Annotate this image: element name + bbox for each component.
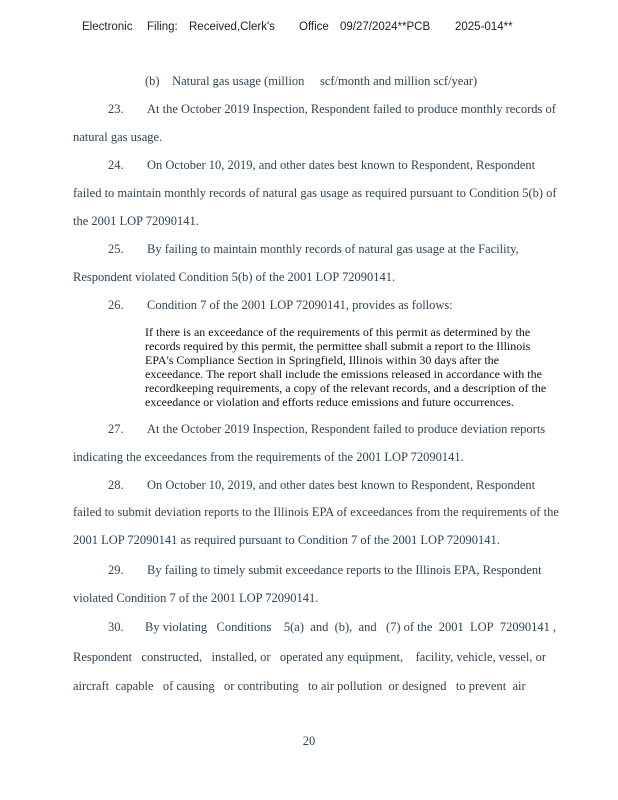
paragraph-line: At the October 2019 Inspection, Respondent failed to produce monthly records of (147, 102, 556, 116)
paragraph-number: 24. (108, 158, 124, 172)
paragraph-line: By violating Conditions 5(a) and (b), and (7) of the 2001 LOP 72090141 , (145, 620, 557, 634)
header-case: 2025-014** (455, 21, 513, 33)
paragraph-number: 25. (108, 242, 124, 256)
paragraph-line: On October 10, 2019, and other dates best known to Respondent, Respondent (147, 158, 536, 172)
paragraph-line: violated Condition 7 of the 2001 LOP 72090141. (73, 591, 319, 605)
paragraph-number: 27. (108, 422, 124, 436)
paragraph-number: 28. (108, 478, 124, 492)
page-number: 20 (302, 734, 316, 748)
paragraph-number: 23. (108, 102, 124, 116)
list-item-b: (b) Natural gas usage (million scf/month and million scf/year) (145, 74, 478, 88)
paragraph-line: 2001 LOP 72090141 as required pursuant to Condition 7 of the 2001 LOP 72090141. (73, 533, 500, 547)
paragraph-line: Respondent constructed, installed, or operated any equipment, facility, vehicle, vessel, or (73, 650, 547, 664)
paragraph-number: 26. (108, 298, 124, 312)
quote-line: If there is an exceedance of the requirements of this permit as determined by the (145, 325, 531, 339)
quote-line: exceedance. The report shall include the emissions released in accordance with the (145, 367, 542, 381)
paragraph-number: 30. (108, 620, 124, 634)
quote-line: exceedance or violation and efforts reduce emissions and future occurrences. (145, 395, 514, 409)
quote-line: records required by this permit, the permittee shall submit a report to the Illinois (145, 339, 531, 353)
paragraph-line: aircraft capable of causing or contributing to air pollution or designed to prevent air (73, 679, 526, 693)
quote-line: EPA's Compliance Section in Springfield, Illinois within 30 days after the (145, 353, 500, 367)
paragraph-line: indicating the exceedances from the requirements of the 2001 LOP 72090141. (73, 450, 464, 464)
paragraph-line: By failing to maintain monthly records of natural gas usage at the Facility, (147, 242, 519, 256)
header-electronic: Electronic (82, 21, 133, 33)
paragraph-number: 29. (108, 563, 124, 577)
paragraph-line: Condition 7 of the 2001 LOP 72090141, provides as follows: (147, 298, 453, 312)
header-received: Received,Clerk's (189, 21, 275, 33)
header-date: 09/27/2024**PCB (340, 21, 431, 33)
paragraph-line: failed to maintain monthly records of natural gas usage as required pursuant to Condition 5(b) of (73, 186, 557, 200)
paragraph-line: Respondent violated Condition 5(b) of the 2001 LOP 72090141. (73, 270, 396, 284)
quote-line: recordkeeping requirements, a copy of the relevant records, and a description of the (145, 381, 547, 395)
paragraph-line: By failing to timely submit exceedance reports to the Illinois EPA, Respondent (147, 563, 542, 577)
paragraph-line: On October 10, 2019, and other dates best known to Respondent, Respondent (147, 478, 536, 492)
header-office: Office (299, 21, 329, 33)
filing-header (0, 21, 618, 37)
paragraph-line: At the October 2019 Inspection, Respondent failed to produce deviation reports (147, 422, 546, 436)
header-filing: Filing: (147, 21, 178, 33)
paragraph-line: the 2001 LOP 72090141. (73, 214, 199, 228)
paragraph-line: failed to submit deviation reports to the Illinois EPA of exceedances from the requirements of the (73, 505, 559, 519)
paragraph-line: natural gas usage. (73, 130, 163, 144)
